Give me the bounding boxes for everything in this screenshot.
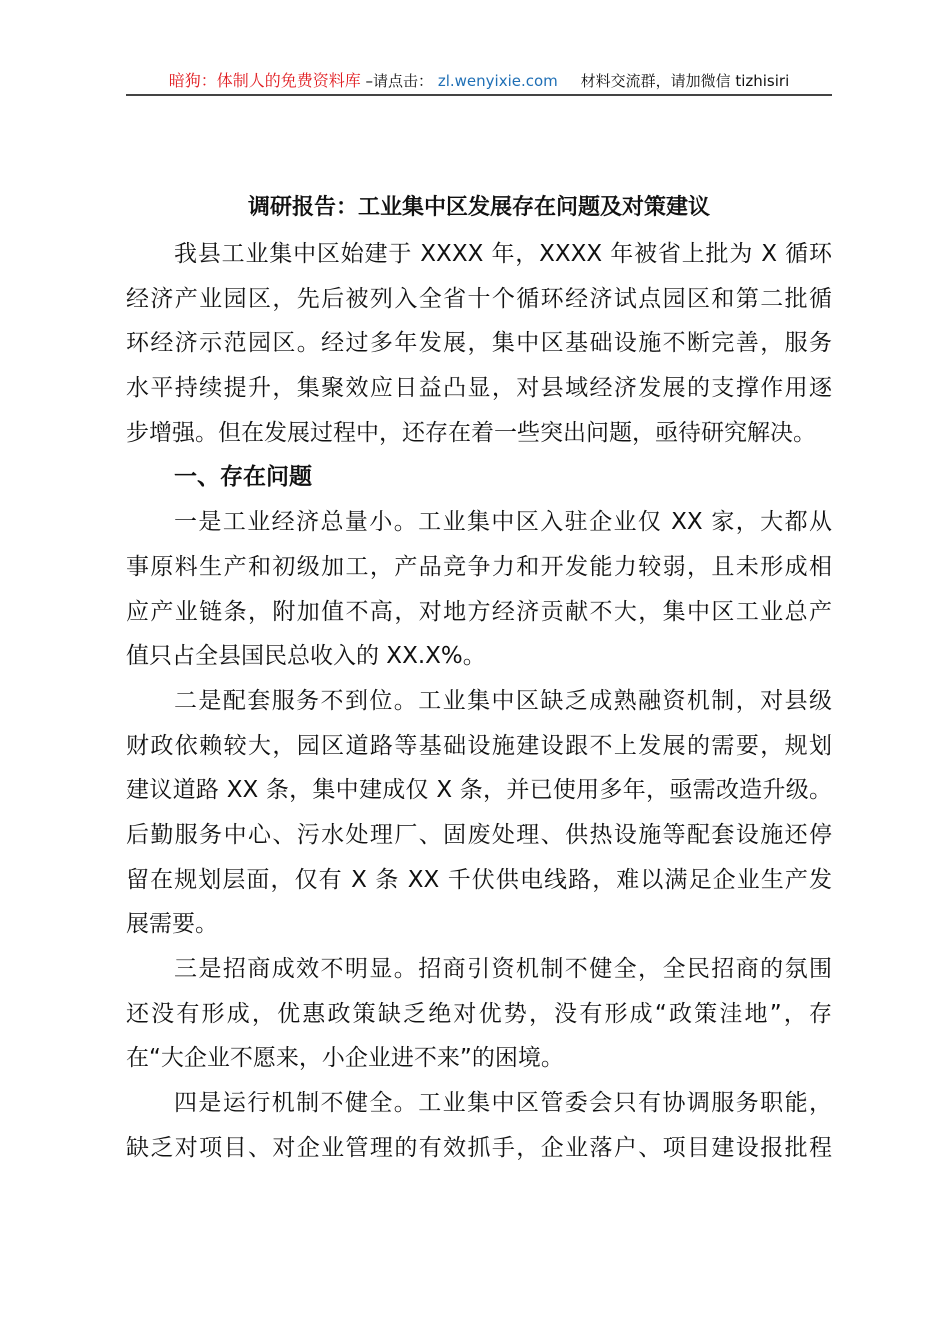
text-line: 水平持续提升，集聚效应日益凸显，对县域经济发展的支撑作用逐 (126, 375, 832, 402)
text-line: 事原料生产和初级加工，产品竞争力和开发能力较弱，且未形成相 (126, 553, 832, 580)
text-line: 后勤服务中心、污水处理厂、固废处理、供热设施等配套设施还停 (126, 821, 832, 848)
text-line: 环经济示范园区。经过多年发展，集中区基础设施不断完善，服务 (126, 330, 832, 357)
page-header (126, 68, 832, 96)
text-line: 财政依赖较大，园区道路等基础设施建设跟不上发展的需要，规划 (126, 732, 832, 759)
document-title: 调研报告：工业集中区发展存在问题及对策建议 (247, 195, 710, 220)
text-line: 展需要。 (126, 911, 218, 938)
header-link[interactable]: zl.wenyixie.com (437, 72, 558, 90)
paragraph (126, 947, 832, 1081)
text-line: 一是工业经济总量小。工业集中区入驻企业仅 XX 家，大都从 (174, 509, 832, 536)
text-line: 缺乏对项目、对企业管理的有效抓手，企业落户、项目建设报批程 (126, 1134, 832, 1161)
text-line: 建议道路 XX 条，集中建成仅 X 条，并已使用多年，亟需改造升级。 (126, 777, 832, 804)
header-source: 暗狗：体制人的免费资料库 (168, 71, 361, 90)
text-line: 步增强。但在发展过程中，还存在着一些突出问题，亟待研究解决。 (126, 419, 816, 446)
text-line: 三是招商成效不明显。招商引资机制不健全，全民招商的氛围 (174, 956, 832, 982)
text-line: 留在规划层面，仅有 X 条 XX 千伏供电线路，难以满足企业生产发 (126, 866, 832, 893)
text-line: 我县工业集中区始建于 XXXX 年，XXXX 年被省上批为 X 循环 (174, 241, 832, 267)
text-line: 四是运行机制不健全。工业集中区管委会只有协调服务职能， (174, 1090, 832, 1117)
text-line: 值只占全县国民总收入的 XX.X%。 (126, 643, 486, 670)
paragraph (126, 1081, 832, 1170)
header-prompt: –请点击： (365, 72, 434, 90)
paragraph (126, 500, 832, 679)
text-line: 应产业链条，附加值不高，对地方经济贡献不大，集中区工业总产 (126, 598, 832, 625)
section-heading (126, 455, 832, 500)
document-body (126, 232, 832, 1170)
text-line: 二是配套服务不到位。工业集中区缺乏成熟融资机制，对县级 (174, 687, 832, 714)
text-line: 一、存在问题 (174, 464, 312, 491)
header-wechat: 材料交流群，请加微信 tizhisiri (580, 72, 790, 90)
text-line: 还没有形成，优惠政策缺乏绝对优势，没有形成“政策洼地”，存 (126, 1000, 832, 1027)
text-line: 在“大企业不愿来，小企业进不来”的困境。 (126, 1045, 564, 1072)
text-line: 经济产业园区，先后被列入全省十个循环经济试点园区和第二批循 (126, 285, 832, 312)
paragraph (126, 679, 832, 947)
paragraph (126, 232, 832, 455)
